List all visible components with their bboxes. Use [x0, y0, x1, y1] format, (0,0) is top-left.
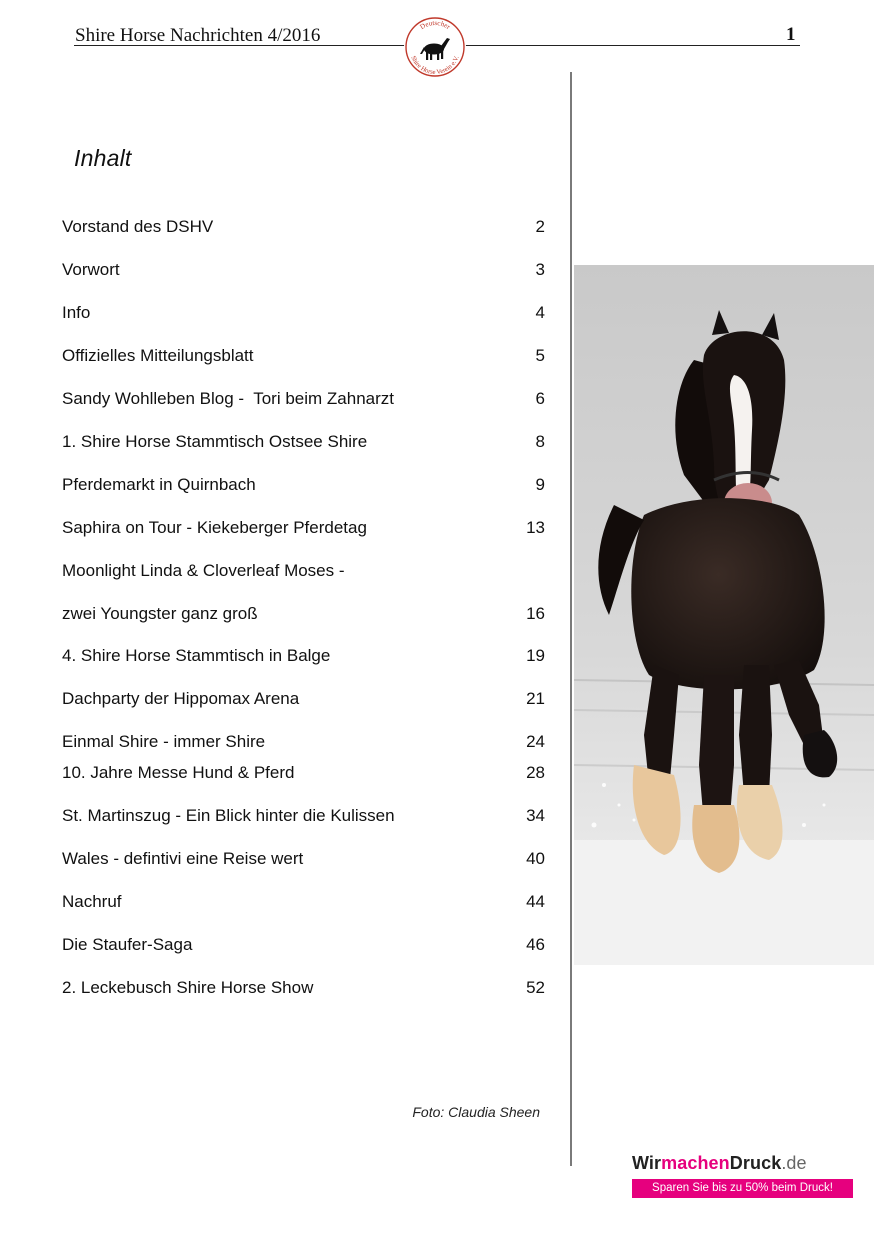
toc-entry-title: Offizielles Mitteilungsblatt	[62, 346, 254, 365]
toc-heading: Inhalt	[74, 145, 132, 171]
publication-title: Shire Horse Nachrichten 4/2016	[75, 25, 321, 46]
toc-entry	[62, 730, 545, 754]
toc-entry-page: 34	[526, 806, 545, 825]
toc-entry-page: 44	[526, 892, 545, 911]
toc-entry-page: 16	[526, 604, 545, 623]
ad-slogan-banner[interactable]: Sparen Sie bis zu 50% beim Druck!	[632, 1179, 853, 1198]
ad-brand-tld: .de	[781, 1153, 807, 1173]
toc-entry	[62, 516, 545, 540]
toc-entry-page: 13	[526, 518, 545, 537]
ad-brand-logo[interactable]	[632, 1153, 807, 1174]
toc-entry-title: 2. Leckebusch Shire Horse Show	[62, 978, 314, 997]
toc-entry	[62, 804, 545, 828]
toc-entry	[62, 933, 545, 957]
toc-entry-page: 4	[535, 303, 545, 322]
photo-caption: Foto: Claudia Sheen	[412, 1104, 540, 1120]
toc-entry-title: Die Staufer-Saga	[62, 935, 193, 954]
toc-entry-title: Vorwort	[62, 260, 120, 279]
toc-entry	[62, 344, 545, 368]
toc-entry	[62, 430, 545, 454]
toc-entry	[62, 687, 545, 711]
toc-entry	[62, 644, 545, 668]
toc-entry-page: 6	[535, 389, 545, 408]
toc-entry-title: 1. Shire Horse Stammtisch Ostsee Shire	[62, 432, 368, 451]
toc-entry-page: 2	[535, 217, 545, 236]
toc-entry	[62, 473, 545, 497]
toc-entry-title: Vorstand des DSHV	[62, 217, 214, 236]
toc-entry-title: 10. Jahre Messe Hund & Pferd	[62, 763, 295, 782]
horse-photo	[574, 265, 874, 965]
toc-entry	[62, 761, 545, 785]
page-number: 1	[786, 24, 796, 45]
toc-entry-title: Dachparty der Hippomax Arena	[62, 689, 300, 708]
toc-entry-page: 28	[526, 763, 545, 782]
toc-entry-title: St. Martinszug - Ein Blick hinter die Kulissen	[62, 806, 395, 825]
ad-brand-part: Druck	[729, 1153, 782, 1173]
toc-entry-page: 24	[526, 732, 545, 751]
svg-text:Deutscher: Deutscher	[418, 18, 452, 32]
toc-entry-page: 52	[526, 978, 545, 997]
toc-entry-title: Einmal Shire - immer Shire	[62, 732, 266, 751]
svg-text:Shire Horse Verein e.V.: Shire Horse Verein e.V.	[409, 55, 461, 77]
toc-entry	[62, 847, 545, 871]
shire-horse-logo-icon	[404, 16, 466, 78]
toc-entry	[62, 559, 545, 583]
toc-entry-page: 9	[535, 475, 545, 494]
toc-entry	[62, 215, 545, 239]
toc-entry	[62, 602, 545, 626]
toc-entry-title: Info	[62, 303, 91, 322]
toc-entry-page: 5	[535, 346, 545, 365]
toc-entry-page: 21	[526, 689, 545, 708]
toc-entry	[62, 301, 545, 325]
toc-entry-page: 19	[526, 646, 545, 665]
toc-entry-title: Nachruf	[62, 892, 122, 911]
column-divider	[570, 72, 572, 1166]
toc-entry-page: 3	[535, 260, 545, 279]
toc-entry	[62, 258, 545, 282]
toc-entry-title: Pferdemarkt in Quirnbach	[62, 475, 256, 494]
toc-entry	[62, 387, 545, 411]
toc-entry	[62, 890, 545, 914]
toc-entry-title: Sandy Wohlleben Blog - Tori beim Zahnarzt	[62, 389, 394, 408]
toc-entry-title: zwei Youngster ganz groß	[62, 604, 258, 623]
toc-entry-page: 46	[526, 935, 545, 954]
ad-brand-part: Wir	[632, 1153, 662, 1173]
toc-entry-title: Wales - defintivi eine Reise wert	[62, 849, 304, 868]
toc-entry-title: Moonlight Linda & Cloverleaf Moses -	[62, 561, 345, 580]
ad-brand-part: machen	[661, 1153, 730, 1173]
toc-entry-title: Saphira on Tour - Kiekeberger Pferdetag	[62, 518, 367, 537]
toc-entry	[62, 976, 545, 1000]
toc-entry-page: 8	[535, 432, 545, 451]
toc-entry-title: 4. Shire Horse Stammtisch in Balge	[62, 646, 331, 665]
toc-entry-page: 40	[526, 849, 545, 868]
